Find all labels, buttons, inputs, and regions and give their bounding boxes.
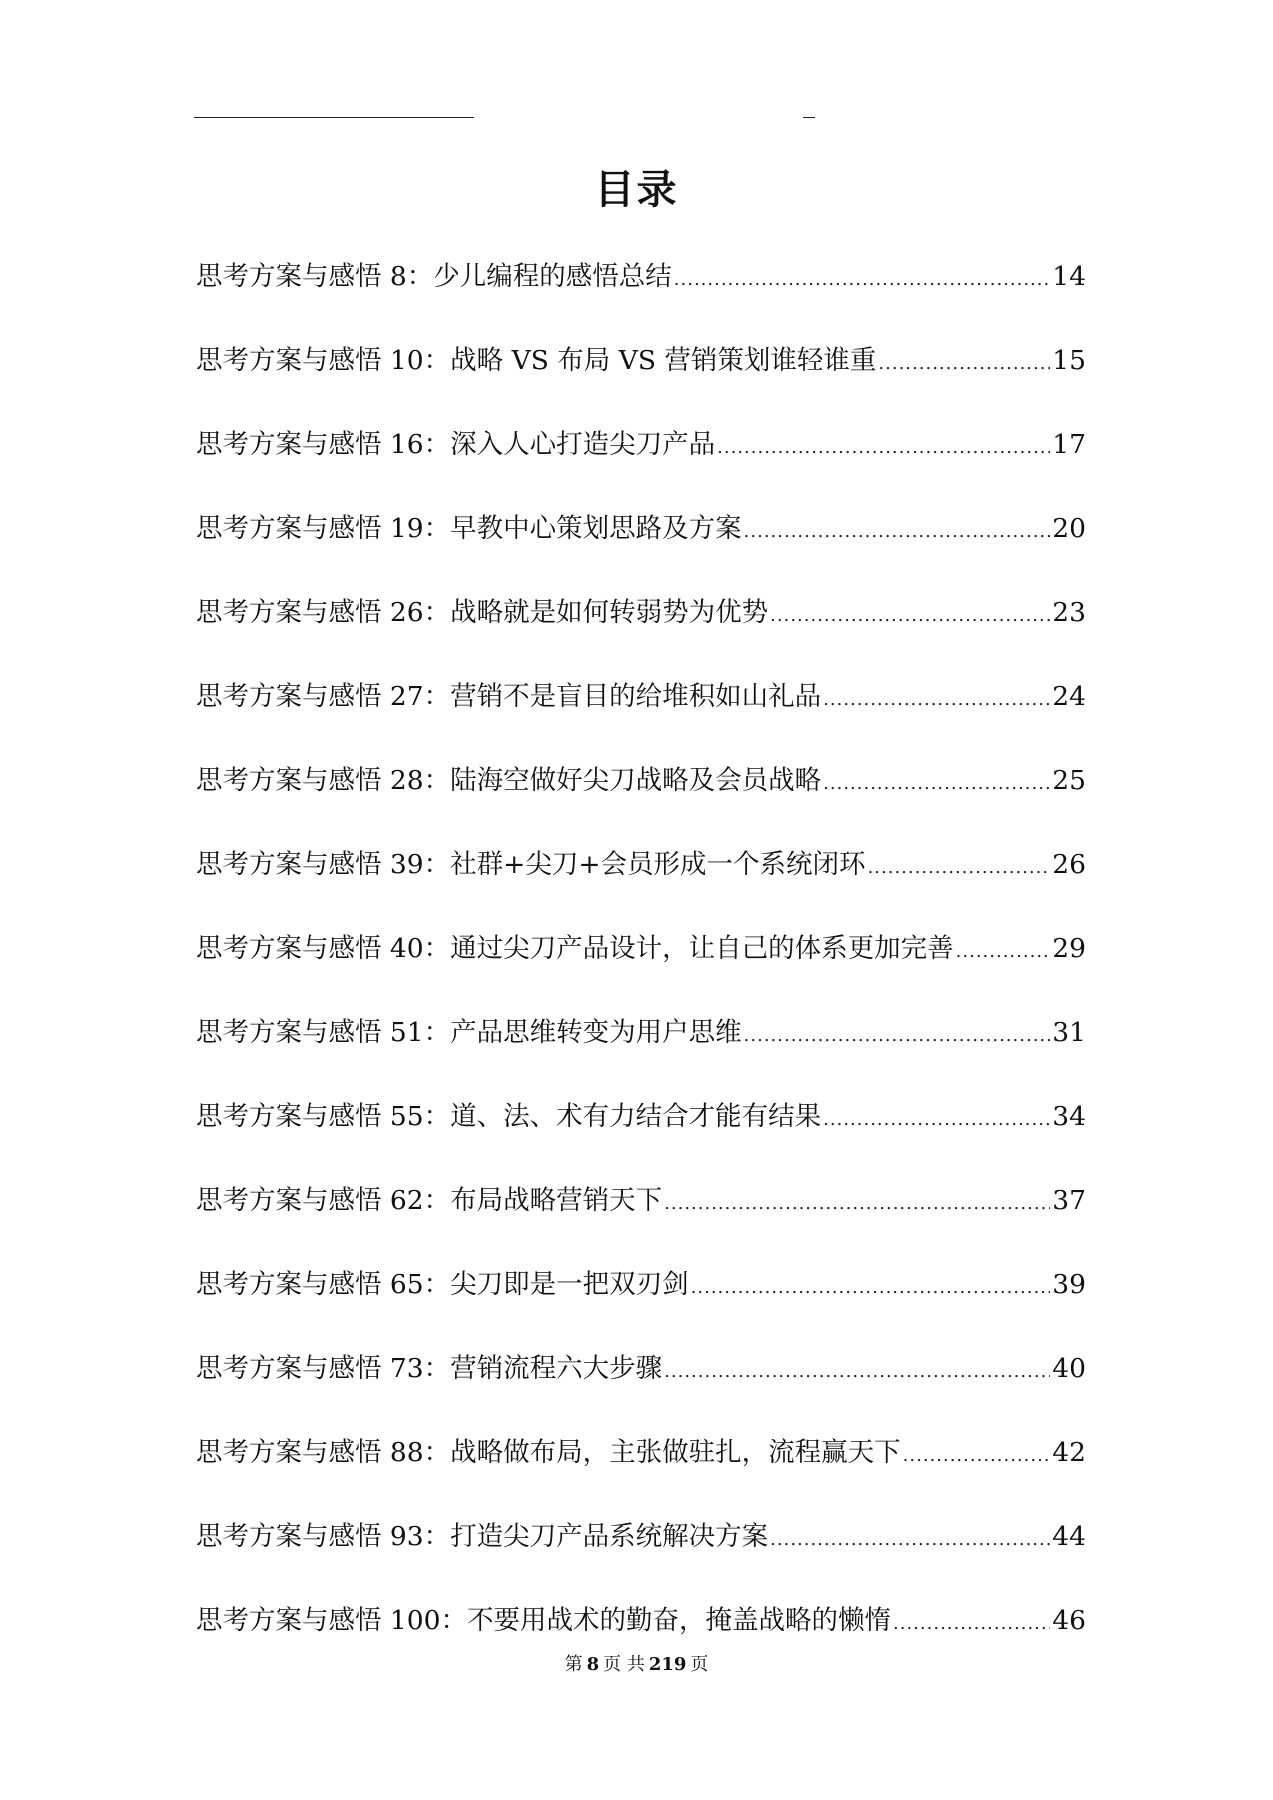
toc-leader-dots: [770, 1521, 1050, 1552]
toc-entry-page: 46: [1052, 1605, 1086, 1636]
toc-entry-page: 40: [1052, 1353, 1086, 1384]
toc-entry-text: 思考方案与感悟 27：营销不是盲目的给堆积如山礼品: [196, 681, 822, 712]
toc-entry-text: 思考方案与感悟 26：战略就是如何转弱势为优势: [196, 597, 769, 628]
toc-leader-dots: [823, 681, 1050, 712]
toc-entry-text: 思考方案与感悟 88：战略做布局，主张做驻扎，流程赢天下: [196, 1437, 901, 1468]
toc-entry[interactable]: [196, 842, 1086, 926]
toc-entry[interactable]: [196, 1430, 1086, 1514]
toc-entry[interactable]: [196, 506, 1086, 590]
toc-entry-page: 39: [1052, 1269, 1086, 1300]
toc-entry[interactable]: [196, 1514, 1086, 1598]
toc-list: [196, 254, 1086, 1682]
toc-entry[interactable]: [196, 254, 1086, 338]
toc-leader-dots: [744, 1017, 1051, 1048]
toc-leader-dots: [823, 765, 1050, 796]
footer-suffix: 页: [690, 1654, 709, 1675]
toc-entry[interactable]: [196, 590, 1086, 674]
header-rule-right: [803, 117, 815, 118]
toc-entry-page: 42: [1052, 1437, 1086, 1468]
page-footer: [0, 1650, 1273, 1676]
toc-entry[interactable]: [196, 1094, 1086, 1178]
toc-leader-dots: [903, 1437, 1051, 1468]
toc-leader-dots: [893, 1605, 1050, 1636]
toc-entry-text: 思考方案与感悟 55：道、法、术有力结合才能有结果: [196, 1101, 822, 1132]
toc-entry[interactable]: [196, 1178, 1086, 1262]
toc-leader-dots: [868, 849, 1051, 880]
toc-entry-text: 思考方案与感悟 62：布局战略营销天下: [196, 1185, 663, 1216]
toc-entry-page: 20: [1052, 513, 1086, 544]
toc-entry-text: 思考方案与感悟 16：深入人心打造尖刀产品: [196, 429, 716, 460]
header-rule-left: [194, 117, 474, 118]
toc-entry-page: 23: [1052, 597, 1086, 628]
toc-entry-page: 14: [1052, 261, 1086, 292]
toc-entry-text: 思考方案与感悟 51：产品思维转变为用户思维: [196, 1017, 742, 1048]
toc-entry-page: 15: [1052, 345, 1086, 376]
toc-leader-dots: [878, 345, 1050, 376]
toc-entry-page: 29: [1052, 933, 1086, 964]
toc-entry-text: 思考方案与感悟 28：陆海空做好尖刀战略及会员战略: [196, 765, 822, 796]
toc-leader-dots: [744, 513, 1051, 544]
toc-entry-text: 思考方案与感悟 73：营销流程六大步骤: [196, 1353, 663, 1384]
toc-entry-text: 思考方案与感悟 19：早教中心策划思路及方案: [196, 513, 742, 544]
toc-entry-text: 思考方案与感悟 8：少儿编程的感悟总结: [196, 261, 672, 292]
toc-entry-text: 思考方案与感悟 65：尖刀即是一把双刃剑: [196, 1269, 689, 1300]
toc-title: 目录: [594, 167, 679, 213]
toc-entry[interactable]: [196, 422, 1086, 506]
toc-entry-text: 思考方案与感悟 10：战略 VS 布局 VS 营销策划谁轻谁重: [196, 345, 877, 376]
toc-entry-text: 思考方案与感悟 93：打造尖刀产品系统解决方案: [196, 1521, 769, 1552]
toc-entry[interactable]: [196, 758, 1086, 842]
footer-middle: 页 共: [603, 1654, 645, 1675]
toc-entry-page: 25: [1052, 765, 1086, 796]
toc-entry-page: 26: [1052, 849, 1086, 880]
toc-entry-text: 思考方案与感悟 100：不要用战术的勤奋，掩盖战略的懒惰: [196, 1605, 892, 1636]
toc-entry-page: 37: [1052, 1185, 1086, 1216]
toc-leader-dots: [664, 1185, 1050, 1216]
toc-entry[interactable]: [196, 338, 1086, 422]
toc-entry-text: 思考方案与感悟 40：通过尖刀产品设计，让自己的体系更加完善: [196, 933, 954, 964]
toc-entry[interactable]: [196, 926, 1086, 1010]
toc-leader-dots: [770, 597, 1050, 628]
toc-leader-dots: [823, 1101, 1050, 1132]
toc-entry[interactable]: [196, 1262, 1086, 1346]
toc-leader-dots: [691, 1269, 1051, 1300]
toc-entry[interactable]: [196, 674, 1086, 758]
toc-entry-page: 17: [1052, 429, 1086, 460]
toc-entry-page: 24: [1052, 681, 1086, 712]
toc-leader-dots: [664, 1353, 1050, 1384]
footer-total-pages: 219: [648, 1654, 687, 1675]
toc-entry-text: 思考方案与感悟 39：社群+尖刀+会员形成一个系统闭环: [196, 849, 866, 880]
toc-entry-page: 44: [1052, 1521, 1086, 1552]
footer-current-page: 8: [586, 1654, 600, 1675]
toc-entry[interactable]: [196, 1346, 1086, 1430]
toc-entry-page: 31: [1052, 1017, 1086, 1048]
toc-entry-page: 34: [1052, 1101, 1086, 1132]
toc-leader-dots: [717, 429, 1050, 460]
footer-prefix: 第: [564, 1654, 583, 1675]
toc-leader-dots: [956, 933, 1051, 964]
toc-leader-dots: [674, 261, 1050, 292]
toc-entry[interactable]: [196, 1010, 1086, 1094]
